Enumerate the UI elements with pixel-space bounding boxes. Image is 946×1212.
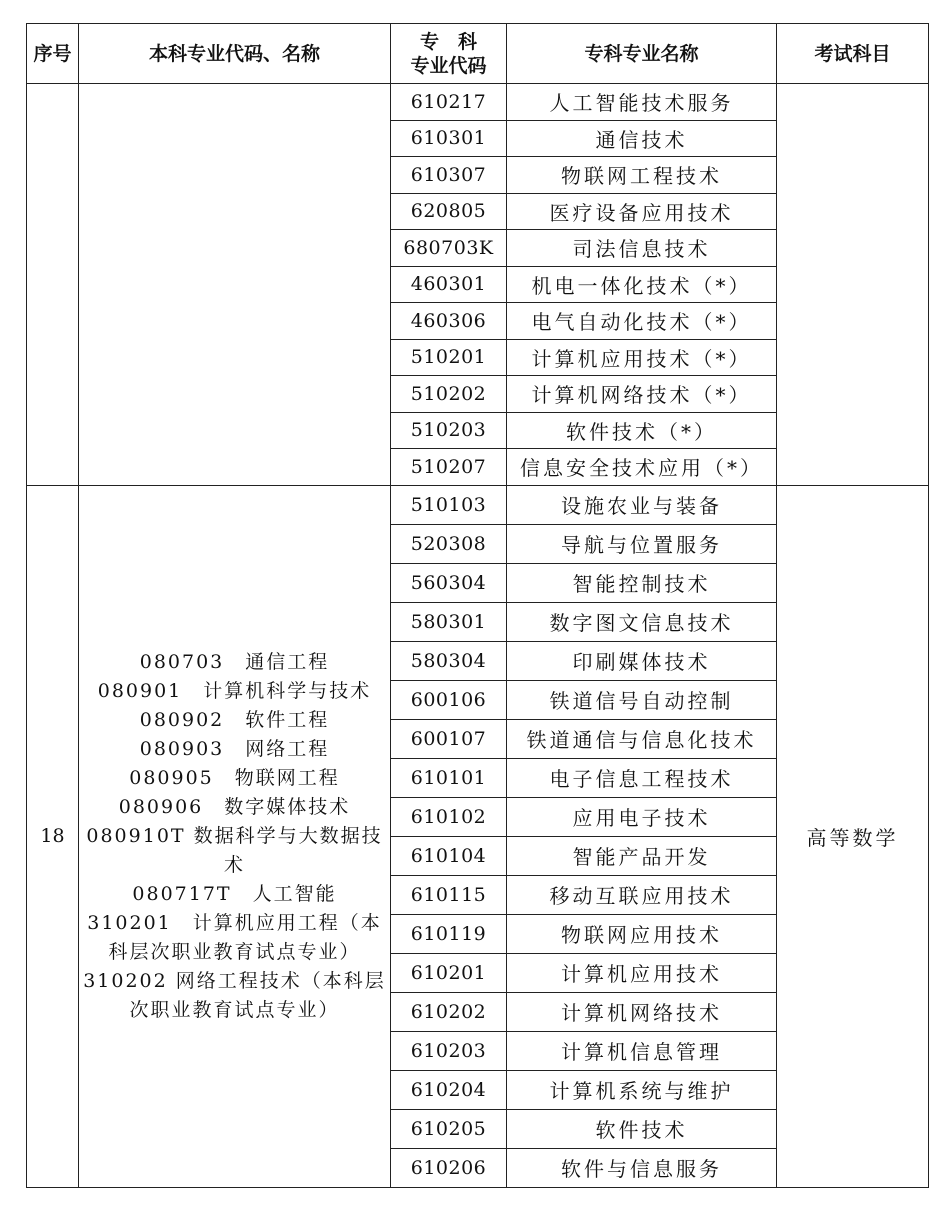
course-name: 移动互联应用技术 <box>507 875 777 914</box>
header-subject: 考试科目 <box>777 24 929 84</box>
header-code-line2: 专业代码 <box>410 54 487 77</box>
undergrad-major: 310202 网络工程技术（本科层次职业教育试点专业） <box>83 969 386 1021</box>
course-name: 物联网工程技术 <box>507 157 777 194</box>
course-code: 460301 <box>391 266 507 303</box>
course-code: 580301 <box>391 602 507 641</box>
header-row <box>27 24 929 84</box>
course-code: 610203 <box>391 1031 507 1070</box>
course-name: 物联网应用技术 <box>507 914 777 953</box>
course-name: 数字图文信息技术 <box>507 602 777 641</box>
course-name: 电子信息工程技术 <box>507 758 777 797</box>
group1-subject-cell <box>777 84 929 486</box>
table-body <box>27 84 929 1188</box>
course-name: 计算机系统与维护 <box>507 1070 777 1109</box>
course-name: 通信技术 <box>507 120 777 157</box>
course-code: 510202 <box>391 376 507 413</box>
course-code: 510203 <box>391 412 507 449</box>
course-name: 司法信息技术 <box>507 230 777 267</box>
undergrad-major: 080906 数字媒体技术 <box>118 795 351 818</box>
course-code: 560304 <box>391 563 507 602</box>
course-name: 铁道通信与信息化技术 <box>507 719 777 758</box>
course-code: 600106 <box>391 680 507 719</box>
undergrad-major: 080717T 人工智能 <box>132 882 337 905</box>
undergrad-major: 080901 计算机科学与技术 <box>97 679 372 702</box>
group1-seq-cell <box>27 84 79 486</box>
course-name: 电气自动化技术（*） <box>507 303 777 340</box>
course-code: 610301 <box>391 120 507 157</box>
table-row <box>27 84 929 121</box>
course-name: 机电一体化技术（*） <box>507 266 777 303</box>
course-name: 设施农业与装备 <box>507 485 777 524</box>
header-code <box>391 24 507 84</box>
header-undergrad: 本科专业代码、名称 <box>79 24 391 84</box>
course-name: 应用电子技术 <box>507 797 777 836</box>
course-code: 610202 <box>391 992 507 1031</box>
course-code: 610206 <box>391 1148 507 1187</box>
course-name: 医疗设备应用技术 <box>507 193 777 230</box>
course-name: 智能产品开发 <box>507 836 777 875</box>
course-name: 智能控制技术 <box>507 563 777 602</box>
course-code: 610102 <box>391 797 507 836</box>
course-code: 610115 <box>391 875 507 914</box>
course-code: 620805 <box>391 193 507 230</box>
header-seq: 序号 <box>27 24 79 84</box>
course-name: 计算机网络技术（*） <box>507 376 777 413</box>
course-name: 计算机应用技术 <box>507 953 777 992</box>
group1-majors-cell <box>79 84 391 486</box>
course-code: 610201 <box>391 953 507 992</box>
course-name: 人工智能技术服务 <box>507 84 777 121</box>
undergrad-major: 080703 通信工程 <box>139 650 330 673</box>
undergrad-major: 080903 网络工程 <box>139 737 330 760</box>
undergrad-major: 080905 物联网工程 <box>129 766 340 789</box>
course-code: 610119 <box>391 914 507 953</box>
course-code: 600107 <box>391 719 507 758</box>
course-code: 510207 <box>391 449 507 486</box>
course-name: 信息安全技术应用（*） <box>507 449 777 486</box>
course-code: 510103 <box>391 485 507 524</box>
course-name: 软件技术 <box>507 1109 777 1148</box>
course-name: 软件与信息服务 <box>507 1148 777 1187</box>
course-name: 铁道信号自动控制 <box>507 680 777 719</box>
majors-table <box>26 23 929 1188</box>
course-code: 610205 <box>391 1109 507 1148</box>
course-code: 680703K <box>391 230 507 267</box>
table-row <box>27 485 929 524</box>
course-name: 计算机网络技术 <box>507 992 777 1031</box>
course-code: 460306 <box>391 303 507 340</box>
group2-subject-cell: 高等数学 <box>777 485 929 1187</box>
group2-seq-cell: 18 <box>27 485 79 1187</box>
group2-majors-cell <box>79 485 391 1187</box>
course-name: 导航与位置服务 <box>507 524 777 563</box>
course-name: 印刷媒体技术 <box>507 641 777 680</box>
header-name: 专科专业名称 <box>507 24 777 84</box>
course-code: 610217 <box>391 84 507 121</box>
course-code: 510201 <box>391 339 507 376</box>
undergrad-major: 080902 软件工程 <box>139 708 330 731</box>
undergrad-major: 310201 计算机应用工程（本科层次职业教育试点专业） <box>87 911 382 963</box>
course-name: 计算机应用技术（*） <box>507 339 777 376</box>
course-name: 软件技术（*） <box>507 412 777 449</box>
course-name: 计算机信息管理 <box>507 1031 777 1070</box>
course-code: 610307 <box>391 157 507 194</box>
course-code: 610104 <box>391 836 507 875</box>
header-code-line1: 专 科 <box>419 30 477 53</box>
course-code: 610101 <box>391 758 507 797</box>
course-code: 520308 <box>391 524 507 563</box>
undergrad-major: 080910T 数据科学与大数据技术 <box>86 824 383 876</box>
course-code: 580304 <box>391 641 507 680</box>
course-code: 610204 <box>391 1070 507 1109</box>
